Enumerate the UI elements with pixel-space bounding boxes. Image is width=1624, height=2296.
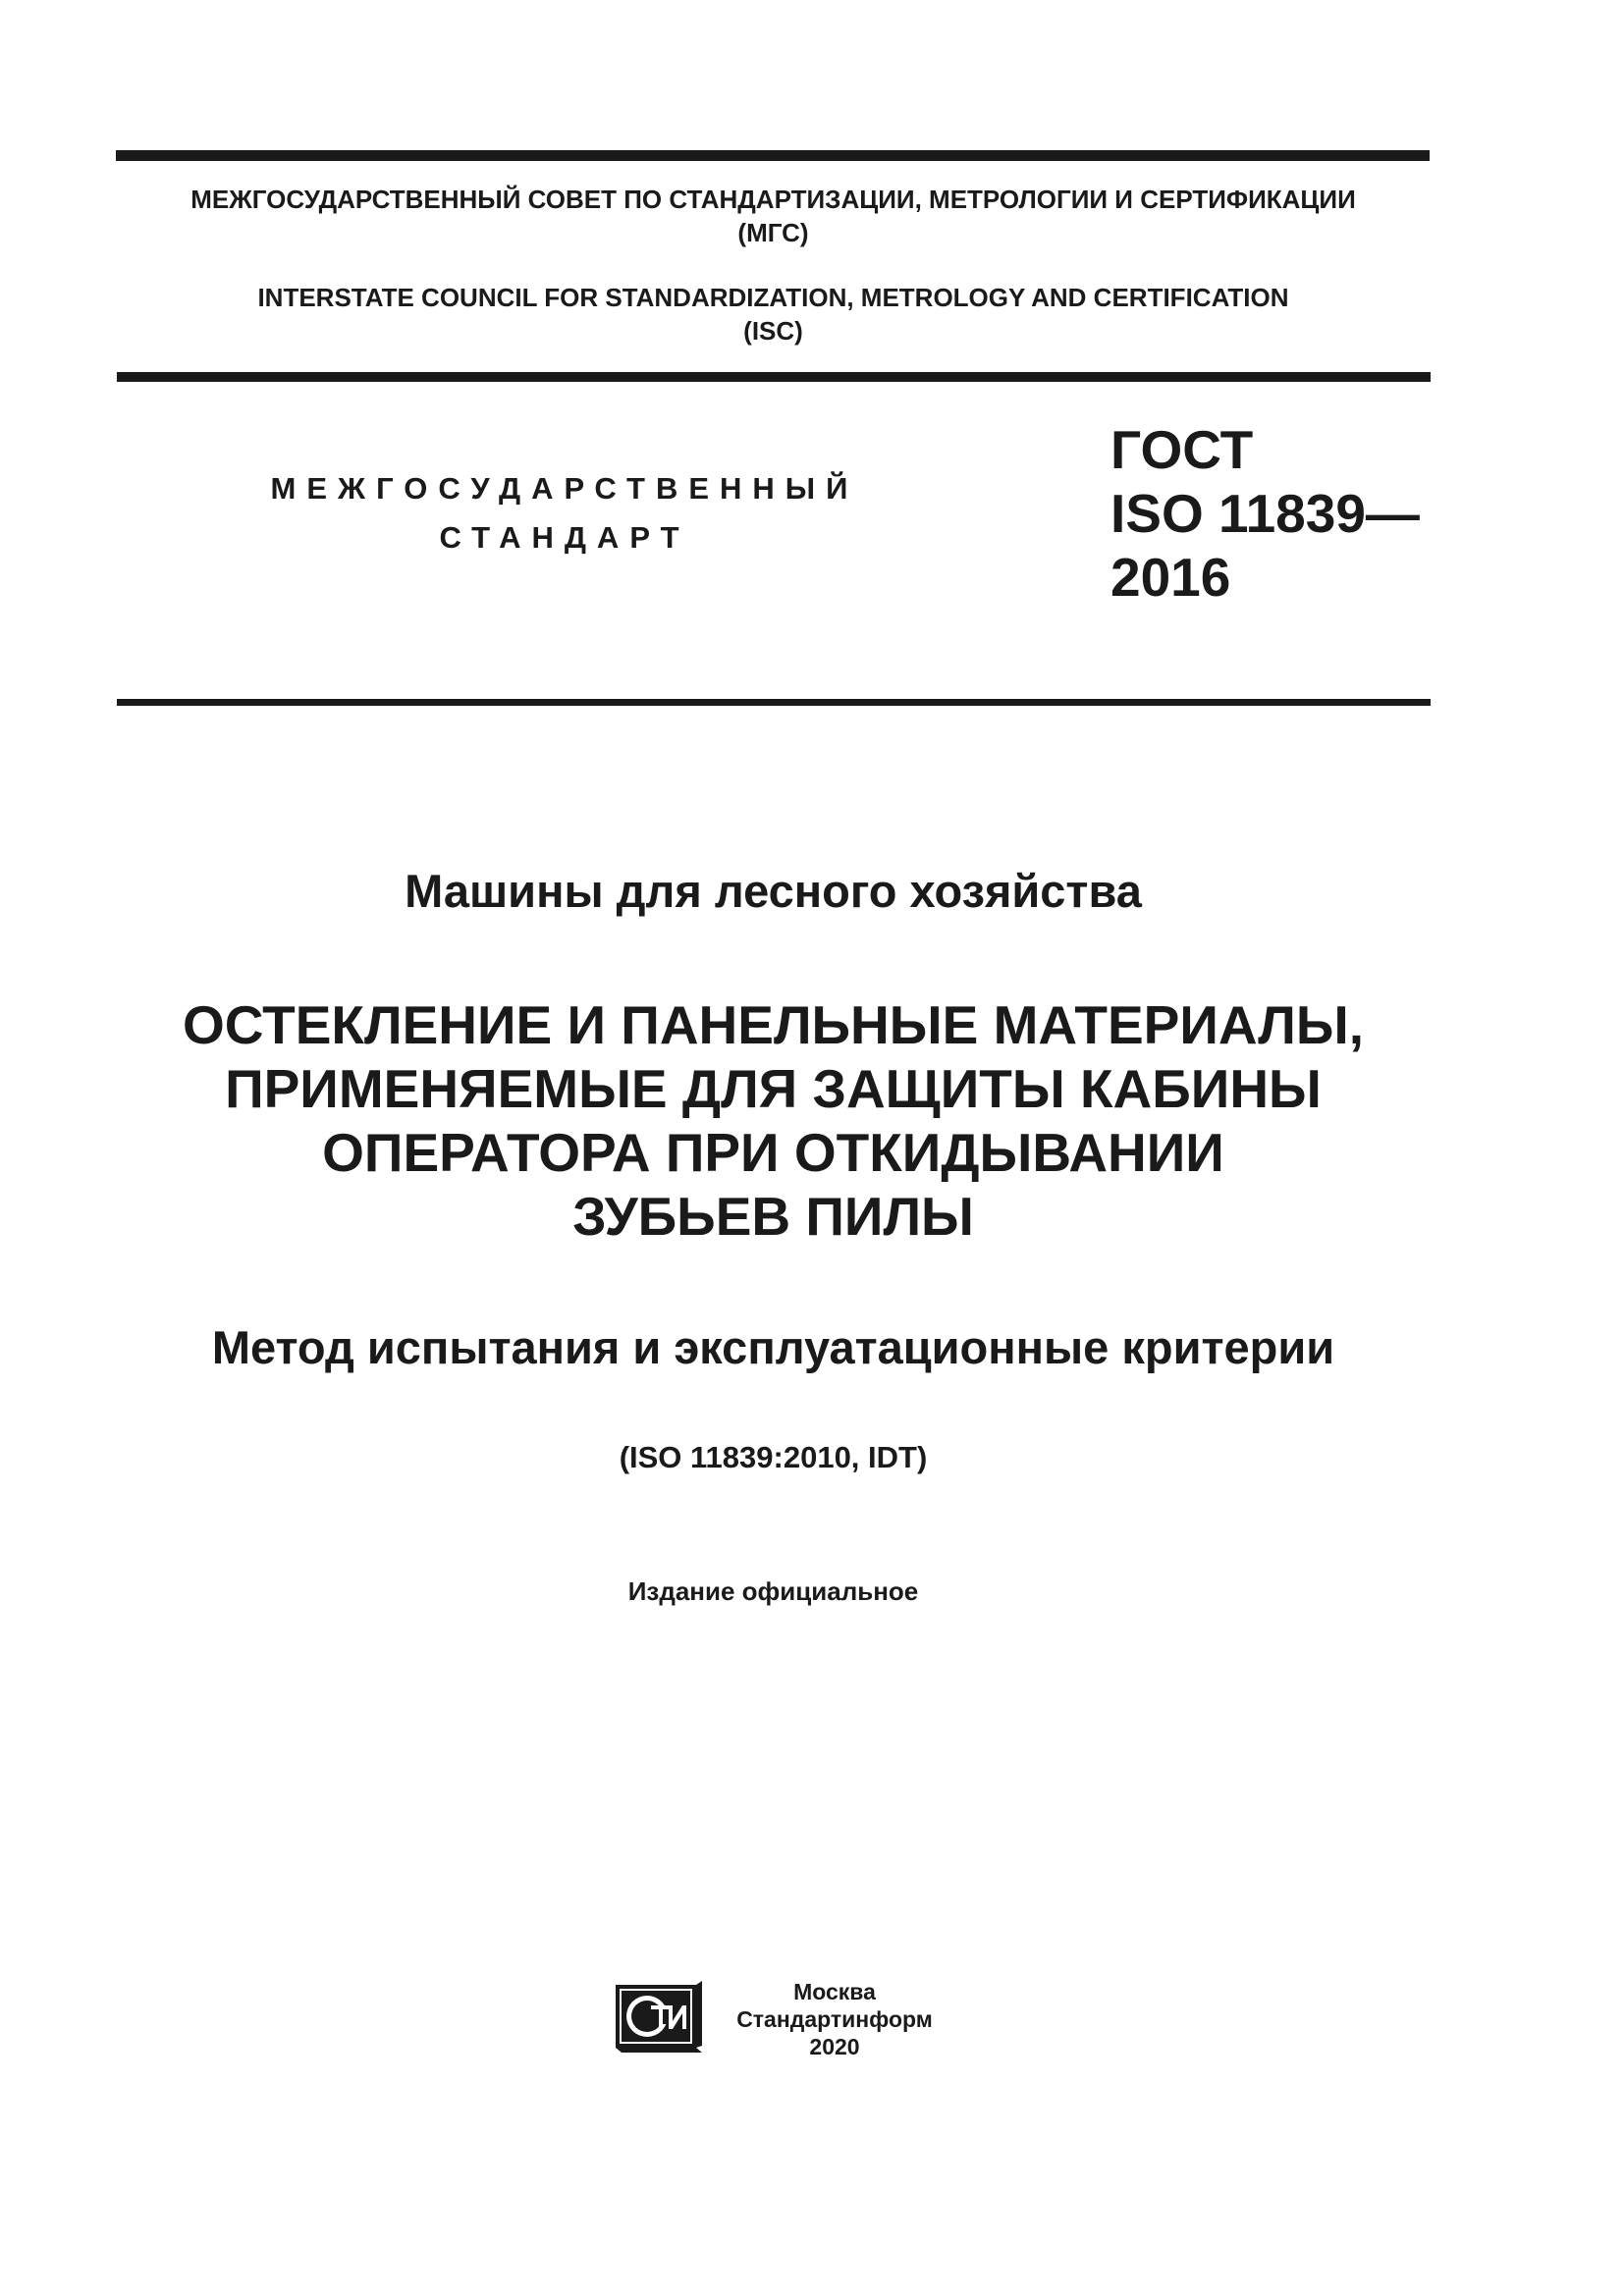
standartinform-logo-icon [612, 1981, 703, 2053]
gost-number: ISO 11839— [1110, 483, 1420, 544]
edition-label: Издание официальное [627, 1576, 919, 1606]
designation-rule [117, 699, 1431, 706]
top-rule [116, 150, 1430, 161]
main-title-line-1: ОСТЕКЛЕНИЕ И ПАНЕЛЬНЫЕ МАТЕРИАЛЫ, [183, 994, 1364, 1055]
header-rule [117, 372, 1431, 382]
council-name-en: INTERSTATE COUNCIL FOR STANDARDIZATION, METROLOGY AND CERTIFICATION [257, 283, 1289, 312]
main-title-line-3: ОПЕРАТОРА ПРИ ОТКИДЫВАНИИ [322, 1122, 1224, 1183]
gost-label: ГОСТ [1110, 419, 1254, 480]
main-title-line-2: ПРИМЕНЯЕМЫЕ ДЛЯ ЗАЩИТЫ КАБИНЫ [225, 1058, 1322, 1119]
standard-type-line-2: СТАНДАРТ [439, 520, 690, 555]
document-subject: Машины для лесного хозяйства [405, 865, 1142, 917]
imprint-publisher: Стандартинформ [736, 2006, 933, 2032]
gost-year: 2016 [1110, 547, 1231, 608]
main-title-line-4: ЗУБЬЕВ ПИЛЫ [572, 1186, 974, 1247]
imprint-city: Москва [793, 1979, 876, 2004]
council-abbr-en: (ISC) [743, 316, 803, 346]
iso-reference: (ISO 11839:2010, IDT) [619, 1440, 928, 1474]
imprint-year: 2020 [809, 2034, 860, 2059]
standard-type-line-1: МЕЖГОСУДАРСТВЕННЫЙ [270, 471, 859, 506]
council-name-ru: МЕЖГОСУДАРСТВЕННЫЙ СОВЕТ ПО СТАНДАРТИЗАЦИИ, МЕТРОЛОГИИ И СЕРТИФИКАЦИИ [190, 185, 1356, 214]
council-abbr-ru: (МГС) [737, 218, 809, 247]
method-subtitle: Метод испытания и эксплуатационные критерии [211, 1321, 1335, 1373]
